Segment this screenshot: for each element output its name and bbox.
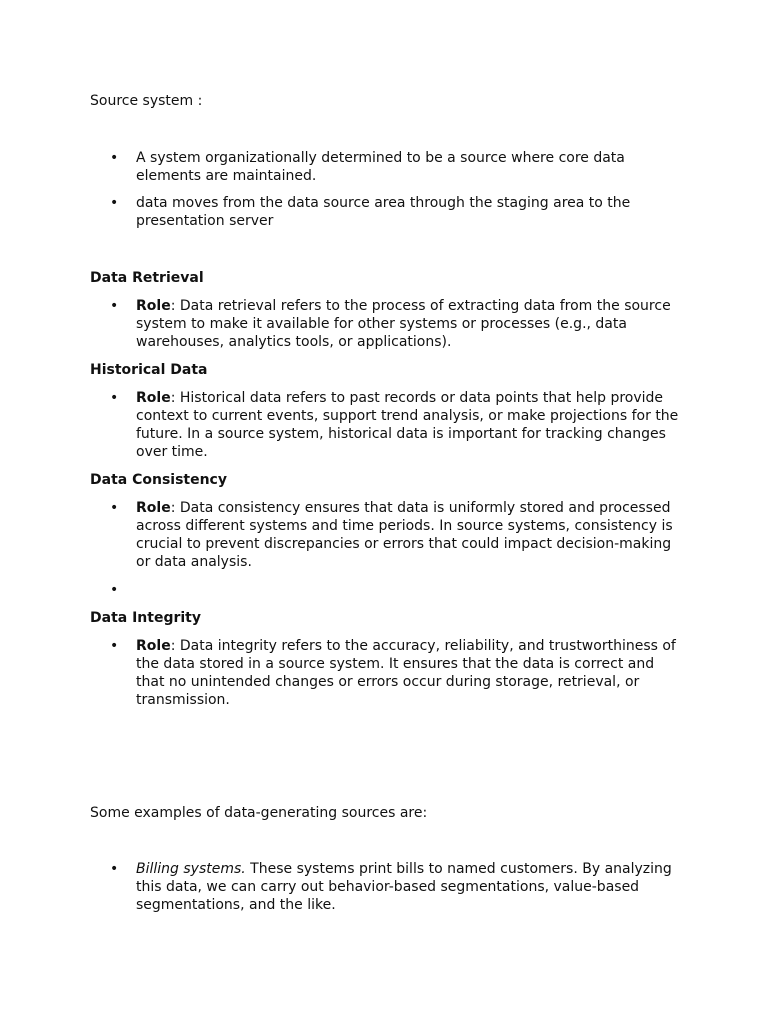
examples-list [90, 860, 680, 914]
bullet-glyph: • [110, 390, 119, 406]
role-text: : Data integrity refers to the accuracy, reliability, and trustworthiness of the data stored in a source system. It ensures that the data is correct and that no unintended changes or errors occur during storage, retrieval, or transmission. [136, 638, 676, 708]
data-retrieval-heading: Data Retrieval [90, 270, 204, 286]
role-text: : Data retrieval refers to the process of extracting data from the source system to make it available for other systems or processes (e.g., data warehouses, analytics tools, or applications). [136, 298, 671, 350]
list-item [90, 499, 680, 571]
data-integrity-heading: Data Integrity [90, 610, 201, 626]
data-consistency-heading: Data Consistency [90, 472, 227, 488]
historical-data-heading: Historical Data [90, 362, 208, 378]
list-item-text: data moves from the data source area through the staging area to the presentation server [136, 195, 631, 229]
list-item [90, 637, 680, 709]
bullet-glyph: • [110, 861, 119, 877]
example-text: These systems print bills to named customers. By analyzing this data, we can carry out behavior-based segmentations, value-based segmentations, and the like. [136, 861, 672, 913]
data-integrity-list [90, 637, 680, 709]
source-system-list [90, 149, 680, 230]
list-item [90, 194, 680, 230]
role-label: Role [136, 500, 171, 516]
example-title: Billing systems. [136, 861, 246, 877]
data-consistency-list [90, 499, 680, 571]
role-text: : Historical data refers to past records or data points that help provide context to current events, support trend analysis, or make projections for the future. In a source system, historical data is important for tracking changes over time. [136, 390, 679, 460]
list-item [90, 389, 680, 461]
bullet-glyph: • [110, 582, 119, 598]
historical-data-list [90, 389, 680, 461]
role-label: Role [136, 298, 171, 314]
bullet-glyph: • [110, 195, 119, 211]
examples-intro: Some examples of data-generating sources are: [90, 805, 428, 821]
role-text: : Data consistency ensures that data is uniformly stored and processed across different systems and time periods. In source systems, consistency is crucial to prevent discrepancies or errors that could impact decision-making or data analysis. [136, 500, 673, 570]
list-item [90, 297, 680, 351]
bullet-glyph: • [110, 638, 119, 654]
bullet-glyph: • [110, 500, 119, 516]
role-label: Role [136, 638, 171, 654]
bullet-glyph: • [110, 298, 119, 314]
list-item-text: A system organizationally determined to be a source where core data elements are maintained. [136, 150, 625, 184]
list-item [90, 860, 680, 914]
data-retrieval-list [90, 297, 680, 351]
role-label: Role [136, 390, 171, 406]
source-system-heading: Source system : [90, 93, 203, 109]
list-item [90, 149, 680, 185]
bullet-glyph: • [110, 150, 119, 166]
